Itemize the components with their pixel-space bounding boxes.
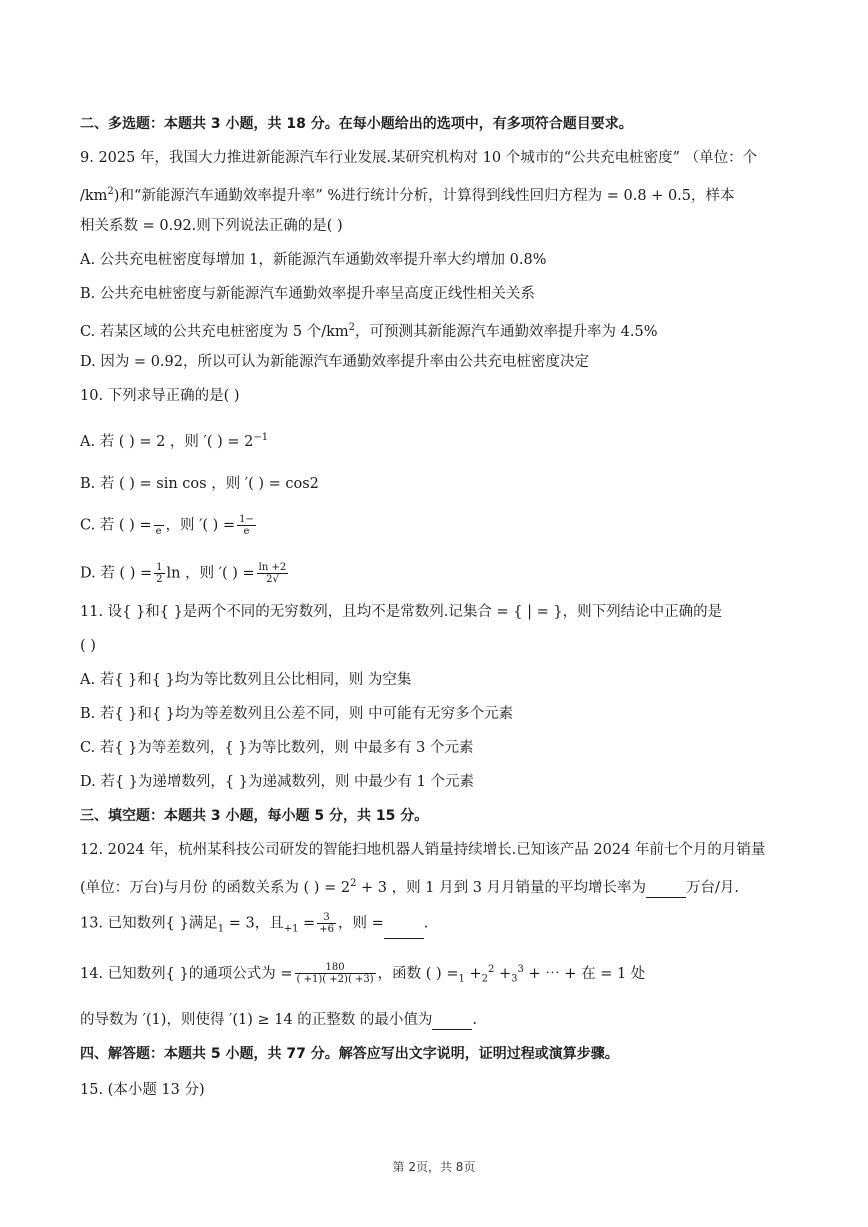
- q10-option-a: A. 若 ( ) = 2 ，则 ′( ) = $2^{-1}$: [80, 432, 269, 450]
- fraction: $\frac{180}{( +1)( +2)( +3)}$: [296, 962, 374, 986]
- q9-line2: $/km^2$)和“新能源汽车通勤效率提升率” %进行统计分析，计算得到线性回归方程为 = 0.8 + 0.5，样本: [80, 186, 735, 204]
- q11-line2: ( ): [80, 638, 96, 654]
- q9-line3: 相关系数 = 0.92.则下列说法正确的是( ): [80, 218, 343, 234]
- answer-blank: [432, 1015, 472, 1030]
- q12-line1: 12. 2024 年，杭州某科技公司研发的智能扫地机器人销量持续增长.已知该产品 2024 年前七个月的月销量: [80, 842, 766, 858]
- page-footer: 第 2页，共 8页: [392, 1160, 476, 1174]
- q11-line1: 11. 设{ }和{ }是两个不同的无穷数列，且均不是常数列.记集合 = { | = }，则下列结论中正确的是: [80, 604, 723, 620]
- q10-option-d: D. 若 ( ) = $\frac{1}{2}$ ln ，则 ′( ) = $\frac{\ln +2}{2√}$: [80, 562, 287, 585]
- q14-line2: 的导数为 ′(1)，则使得 ′(1) ≥ 14 的正整数 的最小值为 .: [80, 1012, 478, 1028]
- q10-option-c: C. 若 ( ) = e ，则 ′( ) = $\frac{1-}{e}$: [80, 514, 254, 537]
- fraction: $\frac{3}{+6}$: [319, 912, 334, 935]
- q11-option-a: A. 若{ }和{ }均为等比数列且公比相同，则 为空集: [80, 672, 412, 688]
- section-4-title: 四、解答题：本题共 5 小题，共 77 分。解答应写出文字说明，证明过程或演算步骤。: [80, 1046, 619, 1062]
- q9-line1: 9. 2025 年，我国大力推进新能源汽车行业发展.某研究机构对 10 个城市的“公共充电桩密度” （单位：个: [80, 150, 758, 166]
- q12-line2: (单位：万台)与月份 的函数关系为 ( ) = $2^2 + 3$ ，则 1 月到 3 月月销量的平均增长率为 万台/月.: [80, 878, 740, 896]
- fraction: $\frac{\ln +2}{2√}$: [258, 562, 287, 585]
- q9-option-d: D. 因为 = 0.92，所以可认为新能源汽车通勤效率提升率由公共充电桩密度决定: [80, 354, 589, 370]
- q9-option-b: B. 公共充电桩密度与新能源汽车通勤效率提升率呈高度正线性相关关系: [80, 286, 535, 302]
- q15-heading: 15. (本小题 13 分): [80, 1082, 205, 1098]
- q13-line: 13. 已知数列{ }满足$_1$ = 3，且$_{+1}$ = $\frac{3}{+6}$ ，则 = .: [80, 912, 428, 939]
- answer-blank: [384, 924, 424, 939]
- fraction: e: [154, 514, 164, 537]
- q11-option-d: D. 若{ }为递增数列，{ }为递减数列，则 中最少有 1 个元素: [80, 774, 474, 790]
- fraction: $\frac{1}{2}$: [156, 562, 163, 585]
- q10-option-b: B. 若 ( ) = sin cos ，则 ′( ) = cos2: [80, 476, 319, 492]
- fraction: $\frac{1-}{e}$: [239, 514, 254, 537]
- section-3-title: 三、填空题：本题共 3 小题，每小题 5 分，共 15 分。: [80, 808, 429, 824]
- q11-option-c: C. 若{ }为等差数列，{ }为等比数列，则 中最多有 3 个元素: [80, 740, 474, 756]
- answer-blank: [646, 883, 686, 898]
- q11-option-b: B. 若{ }和{ }均为等差数列且公差不同，则 中可能有无穷多个元素: [80, 706, 514, 722]
- q9-option-c: C. 若某区域的公共充电桩密度为 5 个$/km^2$，可预测其新能源汽车通勤效率提升率为 4.5%: [80, 322, 658, 340]
- q14-line1: 14. 已知数列{ }的通项公式为 = $\frac{180}{( +1)( +2)( +3)}$ ，函数 ( ) $=_1 +_2^2 +_3^3$ + ⋯ + 在 = 1 处: [80, 962, 646, 986]
- q9-option-a: A. 公共充电桩密度每增加 1，新能源汽车通勤效率提升率大约增加 0.8%: [80, 252, 547, 268]
- section-2-title: 二、多选题：本题共 3 小题，共 18 分。在每小题给出的选项中，有多项符合题目要求。: [80, 116, 633, 132]
- q10-stem: 10. 下列求导正确的是( ): [80, 388, 240, 404]
